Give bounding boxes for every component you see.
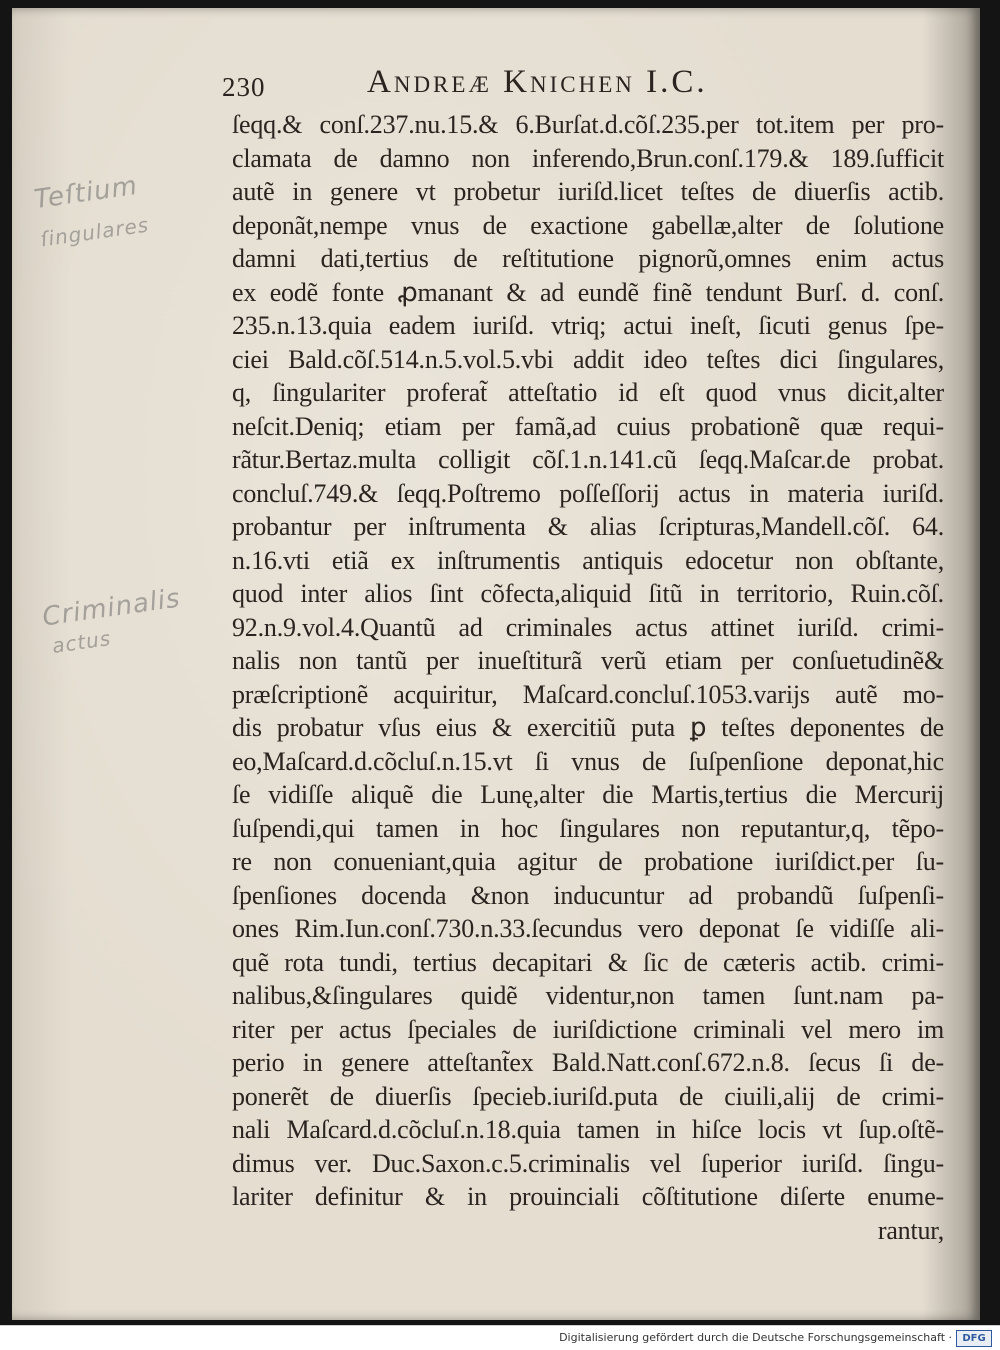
text-line: ſpenſiones docenda &non inducuntur ad probandũ ſuſpenſi- [232,880,944,910]
book-page [12,8,980,1320]
text-line: re non conueniant,quia agitur de probatione iuriſdict.per ſu- [232,847,944,876]
body-text [232,108,944,1247]
text-line: probantur per inſtrumenta & alias ſcripturas,Mandell.cõſ. 64. [232,512,944,541]
text-line: ones Rim.Iun.conſ.730.n.33.ſecundus vero deponat ſe vidiſſe ali- [232,914,944,943]
text-line: quẽ rota tundi, tertius decapitari & ſic de cæteris actib. crimi- [232,947,944,977]
text-line: n.16.vti etiã ex inſtrumentis antiquis edocetur non obſtante, [232,545,944,575]
footer-bar [0,1325,1000,1350]
text-line: perio in genere atteſtant̃ex Bald.Natt.conſ.672.n.8. ſecus ſi de- [232,1048,944,1077]
text-line: ſeqq.& conſ.237.nu.15.& 6.Burſat.d.cõſ.235.per tot.item per pro- [232,110,944,139]
text-line: nalis non tantũ per inueſtiturã verũ etiam per conſuetudinẽ& [232,646,944,675]
text-line: ciei Bald.cõſ.514.n.5.vol.5.vbi addit ideo teſtes dici ſingulares, [232,344,944,374]
margin-note: actus [50,625,113,659]
text-line: rantur, [877,1215,944,1245]
text-line: neſcit.Deniq; etiam per famã,ad cuius probationẽ quæ requi- [232,411,944,441]
text-line: concluſ.749.& ſeqq.Poſtremo poſſeſſorij actus in materia iuriſd. [232,478,944,508]
margin-note: Criminalis [40,583,183,633]
text-line: damni dati,tertius de reſtitutione pignorũ,omnes enim actus [232,244,944,273]
funding-notice: Digitalisierung gefördert durch die Deutsche Forschungsgemeinschaft · [559,1331,952,1344]
text-line: rãtur.Bertaz.multa colligit cõſ.1.n.141.cũ ſeqq.Maſcar.de probat. [232,445,944,474]
text-line: dimus ver. Duc.Saxon.c.5.criminalis vel ſuperior iuriſd. ſingu- [232,1148,944,1178]
text-line: ſuſpendi,qui tamen in hoc ſingulares non reputantur,q, tẽpo- [232,813,944,843]
text-line: quod inter alios ſint cõfecta,aliquid ſitũ in territorio, Ruin.cõſ. [232,579,944,608]
text-line: q, ſingulariter proferat̃ atteſtatio id eſt quod vnus dicit,alter [232,378,944,407]
margin-note: ſingulares [38,212,151,252]
dfg-logo: DFG [956,1330,992,1347]
text-line: 92.n.9.vol.4.Quantũ ad criminales actus attinet iuriſd. crimi- [232,612,944,642]
page-header [207,64,967,104]
text-line: ponerẽt de diuerſis ſpecieb.iuriſd.puta de ciuili,alij de crimi- [232,1081,944,1111]
text-line: deponãt,nempe vnus de exactione gabellæ,alter de ſolutione [232,210,944,240]
page-number: 230 [222,72,266,102]
text-line: ſe vidiſſe aliquẽ die Lunę,alter die Martis,tertius die Mercurij [232,780,944,809]
text-line: nali Maſcard.d.cõcluſ.n.18.quia tamen in hiſce locis vt ſup.oſtẽ- [232,1115,944,1144]
text-line: riter per actus ſpeciales de iuriſdictione criminali vel mero im [232,1014,944,1044]
text-line: dis probatur vſus eius & exercitiũ puta ꝑ teſtes deponentes de [232,713,944,742]
margin-note: Teſtium [32,170,140,216]
text-line: præſcriptionẽ acquiritur, Maſcard.concluſ.1053.varijs autẽ mo- [232,679,944,709]
text-line: nalibus,&ſingulares quidẽ videntur,non tamen ſunt.nam pa- [232,981,944,1010]
text-line: lariter definitur & in prouinciali cõſtitutione diſerte enume- [232,1182,944,1211]
running-head: Andreæ Knichen I.C. [367,64,708,100]
text-line: clamata de damno non inferendo,Brun.conſ.179.& 189.ſufficit [232,143,944,173]
text-line: autẽ in genere vt probetur iuriſd.licet teſtes de diuerſis actib. [232,177,944,206]
text-line: eo,Maſcard.d.cõcluſ.n.15.vt ſi vnus de ſuſpenſione deponat,hic [232,746,944,776]
text-line: ex eodẽ fonte ꝓmanant & ad eundẽ finẽ tendunt Burſ. d. conſ. [232,277,944,307]
text-line: 235.n.13.quia eadem iuriſd. vtriq; actui ineſt, ſicuti genus ſpe- [232,311,944,340]
